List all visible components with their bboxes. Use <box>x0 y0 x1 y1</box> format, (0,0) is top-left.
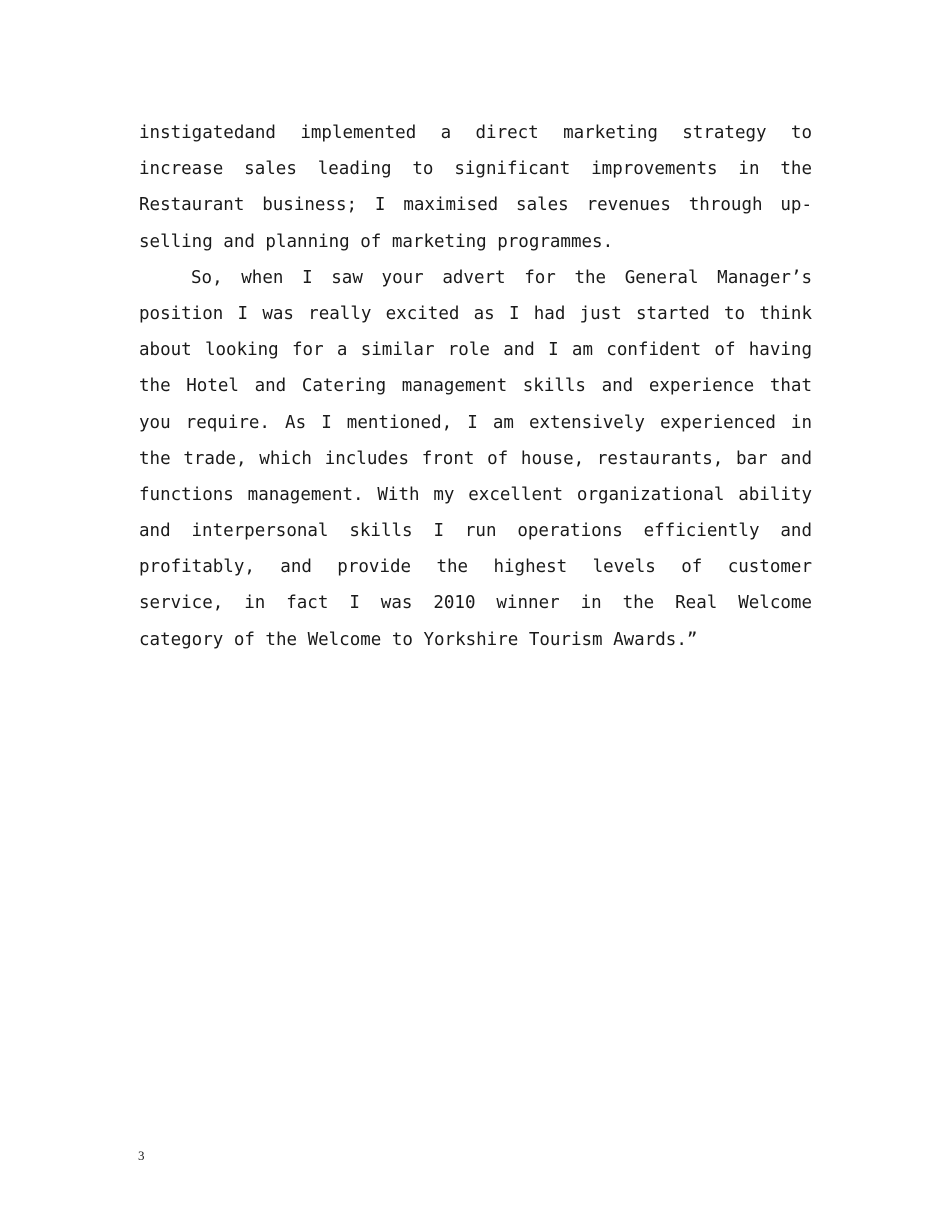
text-line: instigatedand implemented a direct marketing strategy to <box>139 123 812 143</box>
text-line: about looking for a similar role and I am confident of having <box>139 340 812 361</box>
body-text <box>139 115 812 658</box>
text-line: Restaurant business; I maximised sales revenues through up- <box>139 195 812 216</box>
text-line: position I was really excited as I had just started to think <box>139 303 812 324</box>
text-line: service, in fact I was 2010 winner in the Real Welcome <box>139 593 812 614</box>
text-line: profitably, and provide the highest levels of customer <box>139 557 812 578</box>
text-line: functions management. With my excellent organizational ability <box>139 484 812 505</box>
text-line: increase sales leading to significant improvements in the <box>139 159 812 180</box>
text-line: the Hotel and Catering management skills and experience that <box>139 376 812 397</box>
text-line: and interpersonal skills I run operations efficiently and <box>139 521 812 542</box>
page-number: 3 <box>138 1148 145 1163</box>
text-line: So, when I saw your advert for the General Manager’s <box>191 267 812 288</box>
text-line: the trade, which includes front of house, restaurants, bar and <box>139 448 812 469</box>
text-line: category of the Welcome to Yorkshire Tourism Awards.” <box>139 629 698 650</box>
text-line: you require. As I mentioned, I am extensively experienced in <box>139 412 812 433</box>
text-line: selling and planning of marketing programmes. <box>139 231 614 252</box>
